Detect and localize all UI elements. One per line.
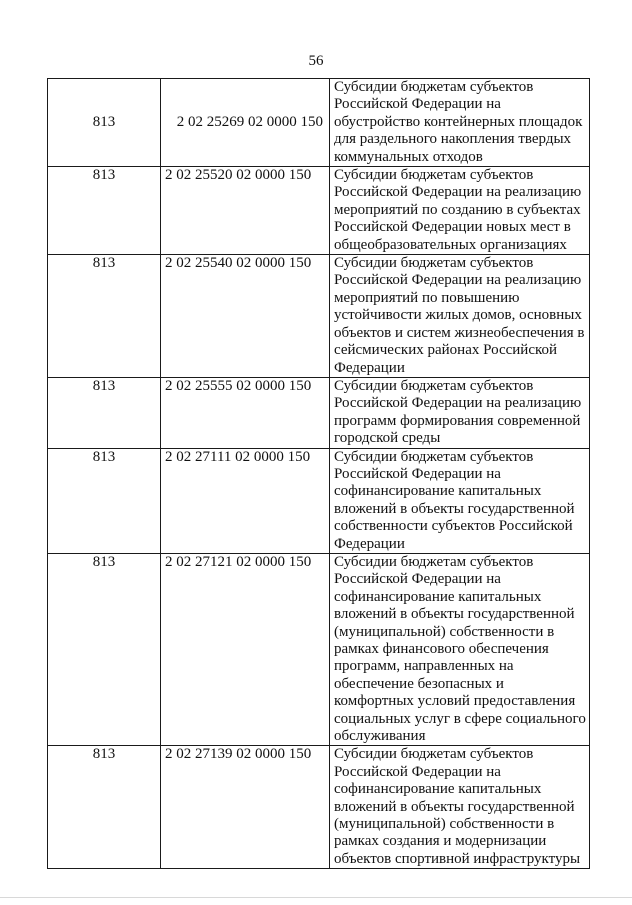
revenue-name-cell: Субсидии бюджетам субъектов Российской Федерации на софинансирование капитальных вложений в объекты государственной собственности субъектов Российской Федерации [330, 448, 590, 553]
budget-code-cell: 2 02 27111 02 0000 150 [161, 448, 330, 553]
admin-code-cell: 813 [48, 167, 161, 255]
revenue-name-cell: Субсидии бюджетам субъектов Российской Федерации на реализацию программ формирования современной городской среды [330, 377, 590, 448]
budget-code-cell: 2 02 25520 02 0000 150 [161, 167, 330, 255]
budget-code-cell: 2 02 25269 02 0000 150 [161, 79, 330, 167]
admin-code-cell: 813 [48, 553, 161, 745]
table-row [48, 255, 590, 378]
table-row [48, 448, 590, 553]
scan-edge-divider [0, 897, 632, 898]
table-row [48, 746, 590, 869]
budget-code-cell: 2 02 27139 02 0000 150 [161, 746, 330, 869]
budget-codes-table [47, 78, 590, 869]
table-row [48, 377, 590, 448]
budget-code-cell: 2 02 25540 02 0000 150 [161, 255, 330, 378]
admin-code-cell: 813 [48, 448, 161, 553]
revenue-name-cell: Субсидии бюджетам субъектов Российской Федерации на реализацию мероприятий по повышению устойчивости жилых домов, основных объектов и систем жизнеобеспечения в сейсмических районах Российской Федерации [330, 255, 590, 378]
admin-code-cell: 813 [48, 746, 161, 869]
table-row [48, 553, 590, 745]
admin-code-cell: 813 [48, 255, 161, 378]
budget-code-cell: 2 02 25555 02 0000 150 [161, 377, 330, 448]
revenue-name-cell: Субсидии бюджетам субъектов Российской Федерации на обустройство контейнерных площадок для раздельного накопления твердых коммунальных отходов [330, 79, 590, 167]
revenue-name-cell: Субсидии бюджетам субъектов Российской Федерации на софинансирование капитальных вложений в объекты государственной (муниципальной) собственности в рамках финансового обеспечения программ, направленных на обеспечение безопасных и комфортных условий предоставления социальных услуг в сфере социального обслуживания [330, 553, 590, 745]
revenue-name-cell: Субсидии бюджетам субъектов Российской Федерации на софинансирование капитальных вложений в объекты государственной (муниципальной) собственности в рамках создания и модернизации объектов спортивной инфраструктуры [330, 746, 590, 869]
admin-code-cell: 813 [48, 377, 161, 448]
page-number: 56 [308, 53, 324, 69]
table-row [48, 167, 590, 255]
revenue-name-cell: Субсидии бюджетам субъектов Российской Федерации на реализацию мероприятий по созданию в субъектах Российской Федерации новых мест в общеобразовательных организациях [330, 167, 590, 255]
table-row [48, 79, 590, 167]
admin-code-cell: 813 [48, 79, 161, 167]
budget-code-cell: 2 02 27121 02 0000 150 [161, 553, 330, 745]
